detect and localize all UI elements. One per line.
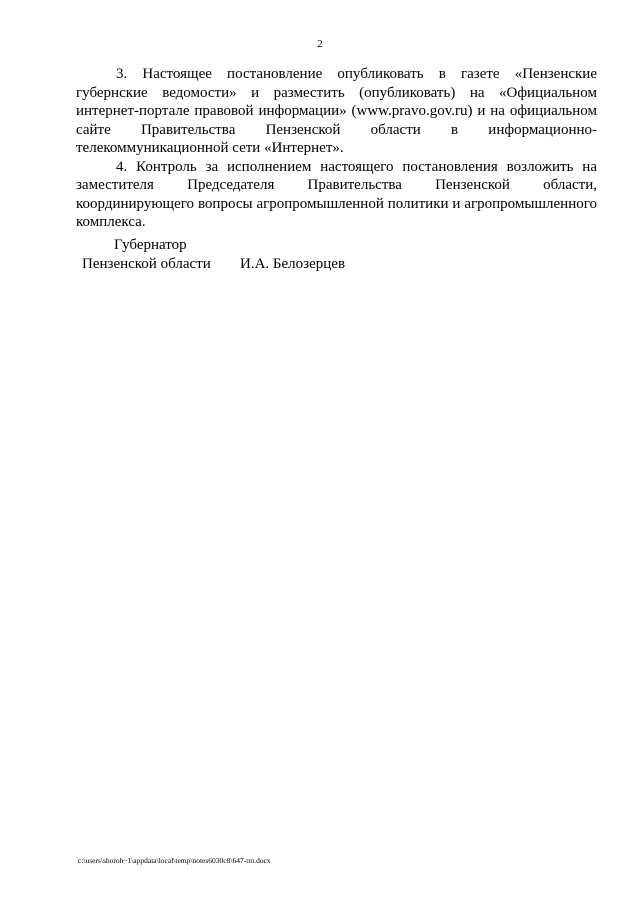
document-body <box>76 65 597 232</box>
paragraph-control: 4. Контроль за исполнением настоящего постановления возложить на заместителя Председателя Правительства Пензенской области, координирующего вопросы агропромышленной политики и агропромышленного комплекса. <box>76 158 597 230</box>
page-number: 2 <box>317 38 323 50</box>
signatory-name: И.А. Белозерцев <box>240 256 346 272</box>
signatory-title-line2: Пензенской области <box>82 256 211 272</box>
file-path-footer: c:\users\shoroh~1\appdata\local\temp\notes6030c8\647-пп.docx <box>78 856 271 865</box>
paragraph-publication: 3. Настоящее постановление опубликовать в газете «Пензенские губернские ведомости» и разместить (опубликовать) на «Официальном интернет-портале правовой информации» (www.pravo.gov.ru) и на официальном сайте Правительства Пензенской области в информационно-телекоммуникационной сети «Интернет». <box>76 66 597 156</box>
signatory-title-line1: Губернатор <box>114 237 187 253</box>
